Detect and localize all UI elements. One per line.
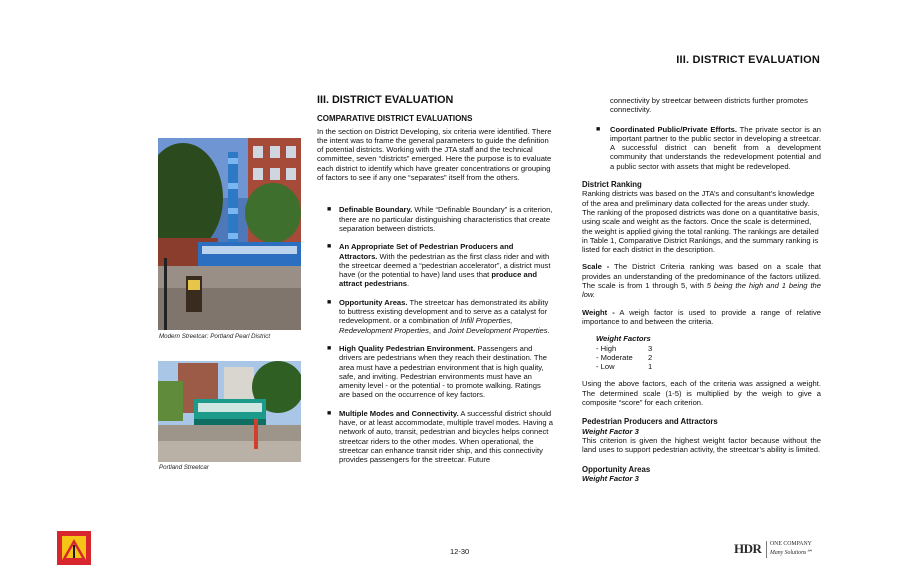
- scale-heading: Scale -: [582, 262, 610, 272]
- scale-text: The District Criteria ranking was based on a scale that provides an understanding of the predominance of the factors utilized. The scale is from 1 through 5, with: [582, 262, 822, 291]
- photo-pearl-district: [158, 138, 301, 330]
- criteria-list: [317, 205, 553, 464]
- criterion-text: Passengers and drivers are pedestrians when they reach their destination. The area must have a pedestrian environment that is high quality, safe, and inviting. Pedestrian environments must have an amenity level - or the potential - to promote walking. Ratings are based on the occurrence of key factors.: [339, 343, 547, 400]
- criterion-italic-2: Joint Development Properties: [447, 325, 548, 335]
- page-header-title: III. DISTRICT EVALUATION: [676, 54, 820, 66]
- photo-caption-pearl: Modern Streetcar: Portland Pearl District: [159, 333, 271, 340]
- weight-factors-block: [582, 334, 821, 371]
- criterion-text: A successful district should have, or at least accommodate, multiple travel modes. Having a network of auto, transit, pedestrian and bicycles helps connect streetcar riders to the other modes. When operational, the streetcar can enhance transit rider ship, and this connectivity provides passengers for the streetcar. Future: [339, 408, 553, 465]
- page-number: 12-30: [450, 547, 470, 556]
- photo-caption-portland: Portland Streetcar: [159, 464, 209, 471]
- right-column: [582, 96, 821, 483]
- subsection-title: COMPARATIVE DISTRICT EVALUATIONS: [317, 114, 473, 124]
- jta-logo: [57, 531, 91, 565]
- hdr-logo-main: HDR: [734, 541, 762, 556]
- ppa-weight-factor: Weight Factor 3: [582, 426, 639, 436]
- criterion-text: While “Definable Boundary” is a criterion, there are no particular distinguishing characteristics that create separation between districts.: [339, 205, 553, 233]
- section-title: III. DISTRICT EVALUATION: [317, 94, 454, 106]
- streetcar-pearl-image: [158, 138, 301, 330]
- scale-italic: 5 being the high and 1 being the low.: [582, 281, 822, 300]
- criterion-italic: Infill Properties, Redevelopment Properties: [339, 316, 513, 335]
- photo-portland-streetcar: [158, 361, 301, 462]
- weight-heading: Weight -: [582, 307, 615, 317]
- using-factors-paragraph: Using the above factors, each of the criteria was assigned a weight. The determined scale (1-5) is multiplied by the weigh to give a composite “score” for each criterion.: [582, 379, 821, 408]
- scale-paragraph: [582, 262, 821, 299]
- jta-logo-icon: [57, 531, 91, 565]
- streetcar-portland-image: [158, 361, 301, 462]
- criterion-title: Definable Boundary.: [339, 205, 413, 215]
- list-item: [317, 409, 553, 465]
- criterion-title: Coordinated Public/Private Efforts.: [610, 124, 737, 134]
- criterion-title: High Quality Pedestrian Environment.: [339, 343, 476, 353]
- hdr-logo-divider: [766, 541, 767, 558]
- criterion-text: The private sector is an important partner to the public sector in developing a streetcar. A successful district can benefit from a development community that understands the redevelopment potential and a public sector with assets that might be redeveloped.: [610, 124, 821, 171]
- table-row: [596, 344, 660, 353]
- criterion-title: Multiple Modes and Connectivity.: [339, 408, 459, 418]
- hdr-logo-line2: Many Solutions℠: [770, 550, 813, 556]
- list-item: [317, 298, 553, 335]
- criterion-text-end: .: [406, 279, 410, 289]
- list-item: [317, 344, 553, 400]
- wf-value: 2: [648, 352, 653, 362]
- weight-factors-table: [596, 344, 660, 372]
- ppa-heading: Pedestrian Producers and Attractors: [582, 417, 718, 427]
- wf-label: - Low: [596, 362, 615, 372]
- bullet-icon: ■: [596, 125, 601, 133]
- opportunity-areas-heading: Opportunity Areas: [582, 464, 651, 474]
- wf-value: 3: [648, 343, 653, 353]
- wf-label: - Moderate: [596, 352, 633, 362]
- wf-label: - High: [596, 343, 617, 353]
- bullet-icon: ■: [327, 344, 332, 352]
- criterion-text: The streetcar has demonstrated its ability to buttress existing development and to serve as a catalyst for redevelopment. or a combination of: [339, 297, 549, 326]
- intro-paragraph: In the section on District Developing, six criteria were identified. There the intent was to frame the general parameters to guide the definition of potential districts. Working with the JTA staff and the technical committee, seven “districts” emerged. Here the purpose is to evaluate each district to identify which have greater concentrations or grouping of factors to see if any one “separates” itself from the others.: [317, 126, 552, 183]
- bullet-icon: ■: [327, 206, 332, 214]
- criterion-title: An Appropriate Set of Pedestrian Producers and Attractors.: [339, 242, 514, 261]
- bullet-icon: ■: [327, 243, 332, 251]
- middle-column: [317, 96, 553, 474]
- hdr-logo: [734, 539, 824, 561]
- criterion-title: Opportunity Areas.: [339, 297, 408, 307]
- continuation-paragraph: connectivity by streetcar between districts further promotes connectivity.: [610, 96, 808, 115]
- weight-paragraph: [582, 308, 821, 327]
- criterion-text-mid: , and: [428, 325, 448, 335]
- list-item: [317, 205, 553, 233]
- criterion-text-end: .: [547, 325, 550, 335]
- ppa-text: This criterion is given the highest weight factor because without the land uses to support pedestrian activity, the streetcar’s ability is limited.: [582, 435, 821, 455]
- bullet-icon: ■: [327, 298, 332, 306]
- criterion-emphasis: produce and attract pedestrians: [339, 270, 537, 289]
- wf-value: 1: [648, 362, 653, 372]
- table-row: [596, 353, 660, 362]
- table-row: [596, 362, 660, 371]
- list-item: [582, 125, 821, 171]
- list-item: [317, 242, 553, 288]
- weight-text: A weigh factor is used to provide a range of relative importance to and between the criteria.: [582, 307, 821, 326]
- district-ranking-text: Ranking districts was based on the JTA’s and consultant’s knowledge of the area and preliminary data collected for the areas under study. The ranking of the proposed districts was done on a quantitative basis, using scale and weight as the factors. Once the scale is determined, the weight is applied giving the total ranking. The rankings are detailed in Table 1, Comparative District Rankings, and the summary ranking is listed for each district in the description.: [582, 189, 820, 255]
- weight-factors-title: Weight Factors: [596, 334, 651, 344]
- criteria-list-continued: [582, 125, 821, 171]
- opportunity-weight-factor: Weight Factor 3: [582, 473, 639, 483]
- criterion-text: With the pedestrian as the first class rider and with the streetcar deemed a “pedestrian accelerator”, a district must have (or the potential to have) land uses that: [339, 251, 551, 280]
- bullet-icon: ■: [327, 409, 332, 417]
- hdr-logo-line1: ONE COMPANY: [770, 541, 812, 547]
- district-ranking-heading: District Ranking: [582, 180, 642, 190]
